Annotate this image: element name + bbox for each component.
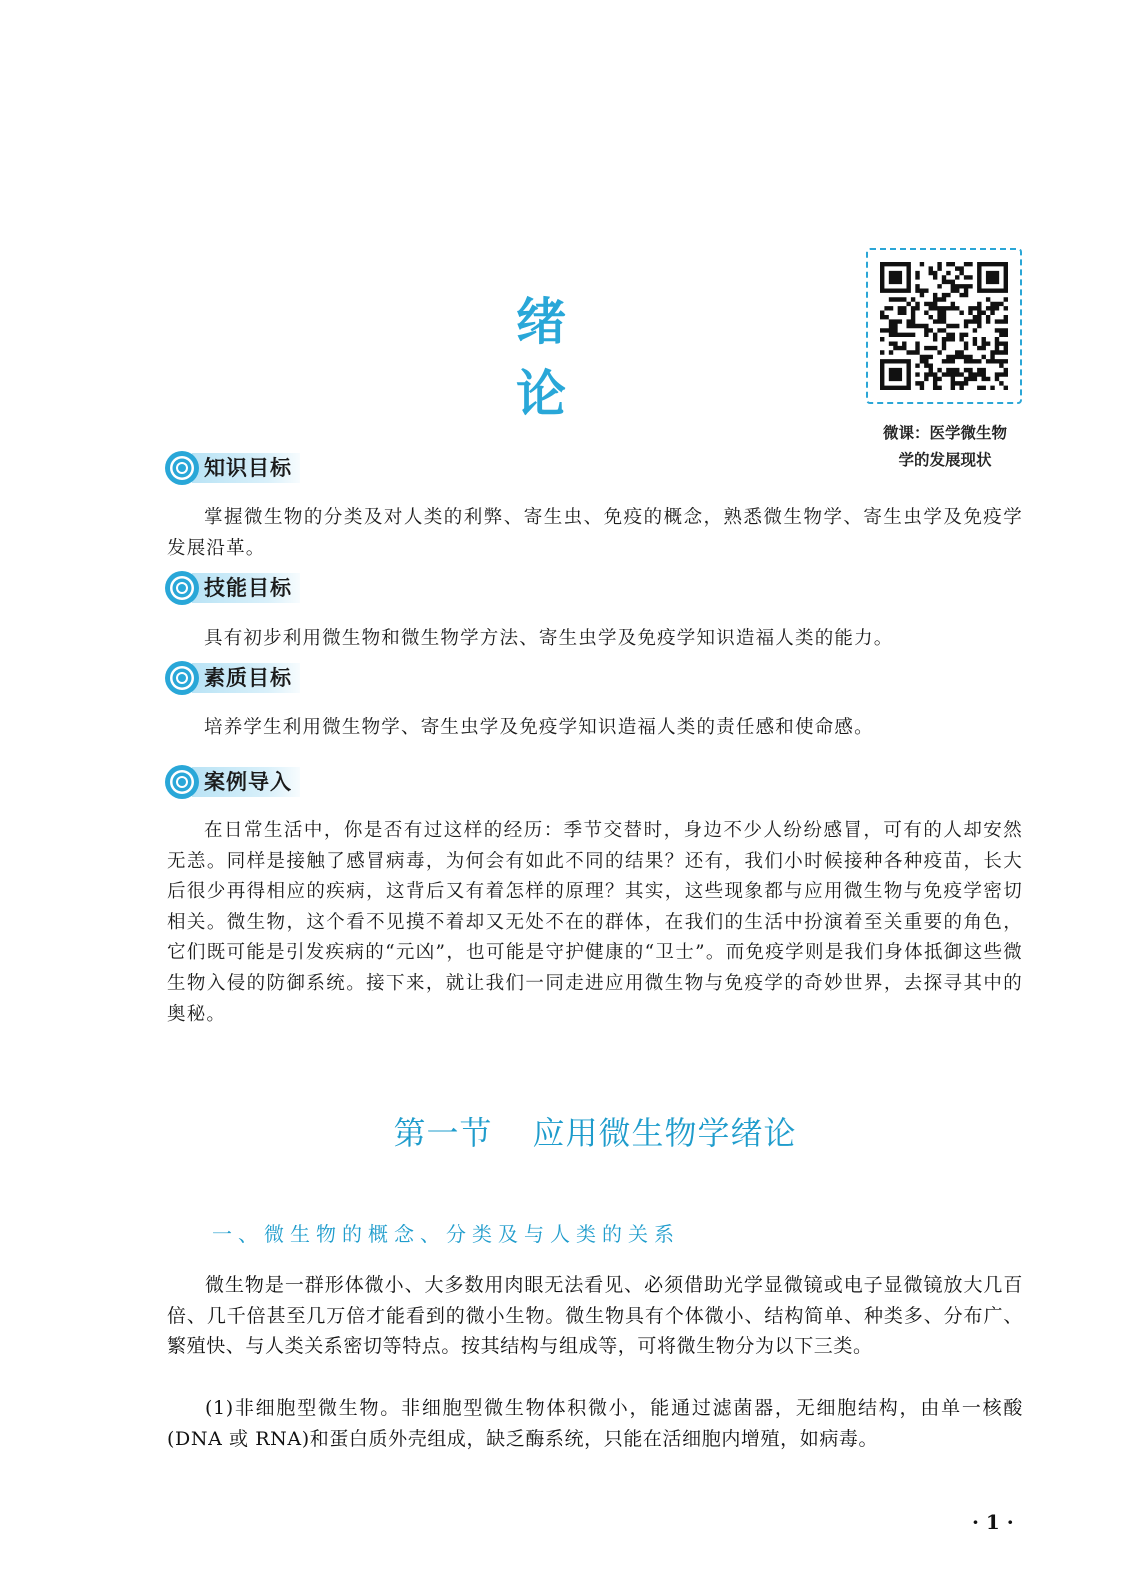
tag-skill-objective [164,569,300,607]
qr-code[interactable] [866,248,1022,404]
section-title [200,1108,990,1154]
knowledge-objective-text: 掌握微生物的分类及对人类的利弊、寄生虫、免疫的概念，熟悉微生物学、寄生虫学及免疫学发展沿革。 [167,507,1023,559]
qr-modules [880,262,1008,390]
body-paragraph: 微生物是一群形体微小、大多数用肉眼无法看见、必须借助光学显微镜或电子显微镜放大几百倍、几千倍甚至几万倍才能看到的微小生物。微生物具有个体微小、结构简单、种类多、分布广、繁殖快、与人类关系密切等特点。按其结构与组成等，可将微生物分为以下三类。 [167,1274,1023,1358]
tag-quality-objective [164,659,300,697]
section-number: 第一节 [393,1114,493,1152]
target-circle-icon [164,660,200,696]
qr-caption-line: 学的发展现状 [898,451,992,469]
qr-caption-line: 微课：医学微生物 [882,424,1007,442]
body-paragraph: (1)非细胞型微生物。非细胞型微生物体积微小，能通过滤菌器，无细胞结构，由单一核酸(DNA 或 RNA)和蛋白质外壳组成，缺乏酶系统，只能在活细胞内增殖，如病毒。 [167,1397,1023,1450]
skill-objective-text: 具有初步利用微生物和微生物学方法、寄生虫学及免疫学知识造福人类的能力。 [204,628,894,649]
tag-label: 知识目标 [192,453,300,483]
target-circle-icon [164,450,200,486]
tag-case-introduction [164,763,300,801]
case-introduction-text: 在日常生活中，你是否有过这样的经历：季节交替时，身边不少人纷纷感冒，可有的人却安然无恙。同样是接触了感冒病毒，为何会有如此不同的结果？还有，我们小时候接种各种疫苗，长大后很少再得相应的疾病，这背后又有着怎样的原理？其实，这些现象都与应用微生物与免疫学密切相关。微生物，这个看不见摸不着却又无处不在的群体，在我们的生活中扮演着至关重要的角色，它们既可能是引发疾病的“元凶”，也可能是守护健康的“卫士”。而免疫学则是我们身体抵御这些微生物入侵的防御系统。接下来，就让我们一同走进应用微生物与免疫学的奇妙世界，去探寻其中的奥秘。 [167,820,1023,1025]
quality-objective-text: 培养学生利用微生物学、寄生虫学及免疫学知识造福人类的责任感和使命感。 [204,717,874,738]
tag-label: 案例导入 [192,767,300,797]
target-circle-icon [164,570,200,606]
qr-caption [852,420,1038,474]
chapter-title: 绪 论 [516,293,614,423]
page-number: · 1 · [972,1510,1014,1534]
target-circle-icon [164,764,200,800]
tag-label: 素质目标 [192,663,300,693]
section-name: 应用微生物学绪论 [532,1114,797,1152]
qr-code-icon [880,262,1008,390]
tag-knowledge-objective [164,449,300,487]
subsection-heading: 一、微生物的概念、分类及与人类的关系 [212,1222,680,1246]
tag-label: 技能目标 [192,573,300,603]
